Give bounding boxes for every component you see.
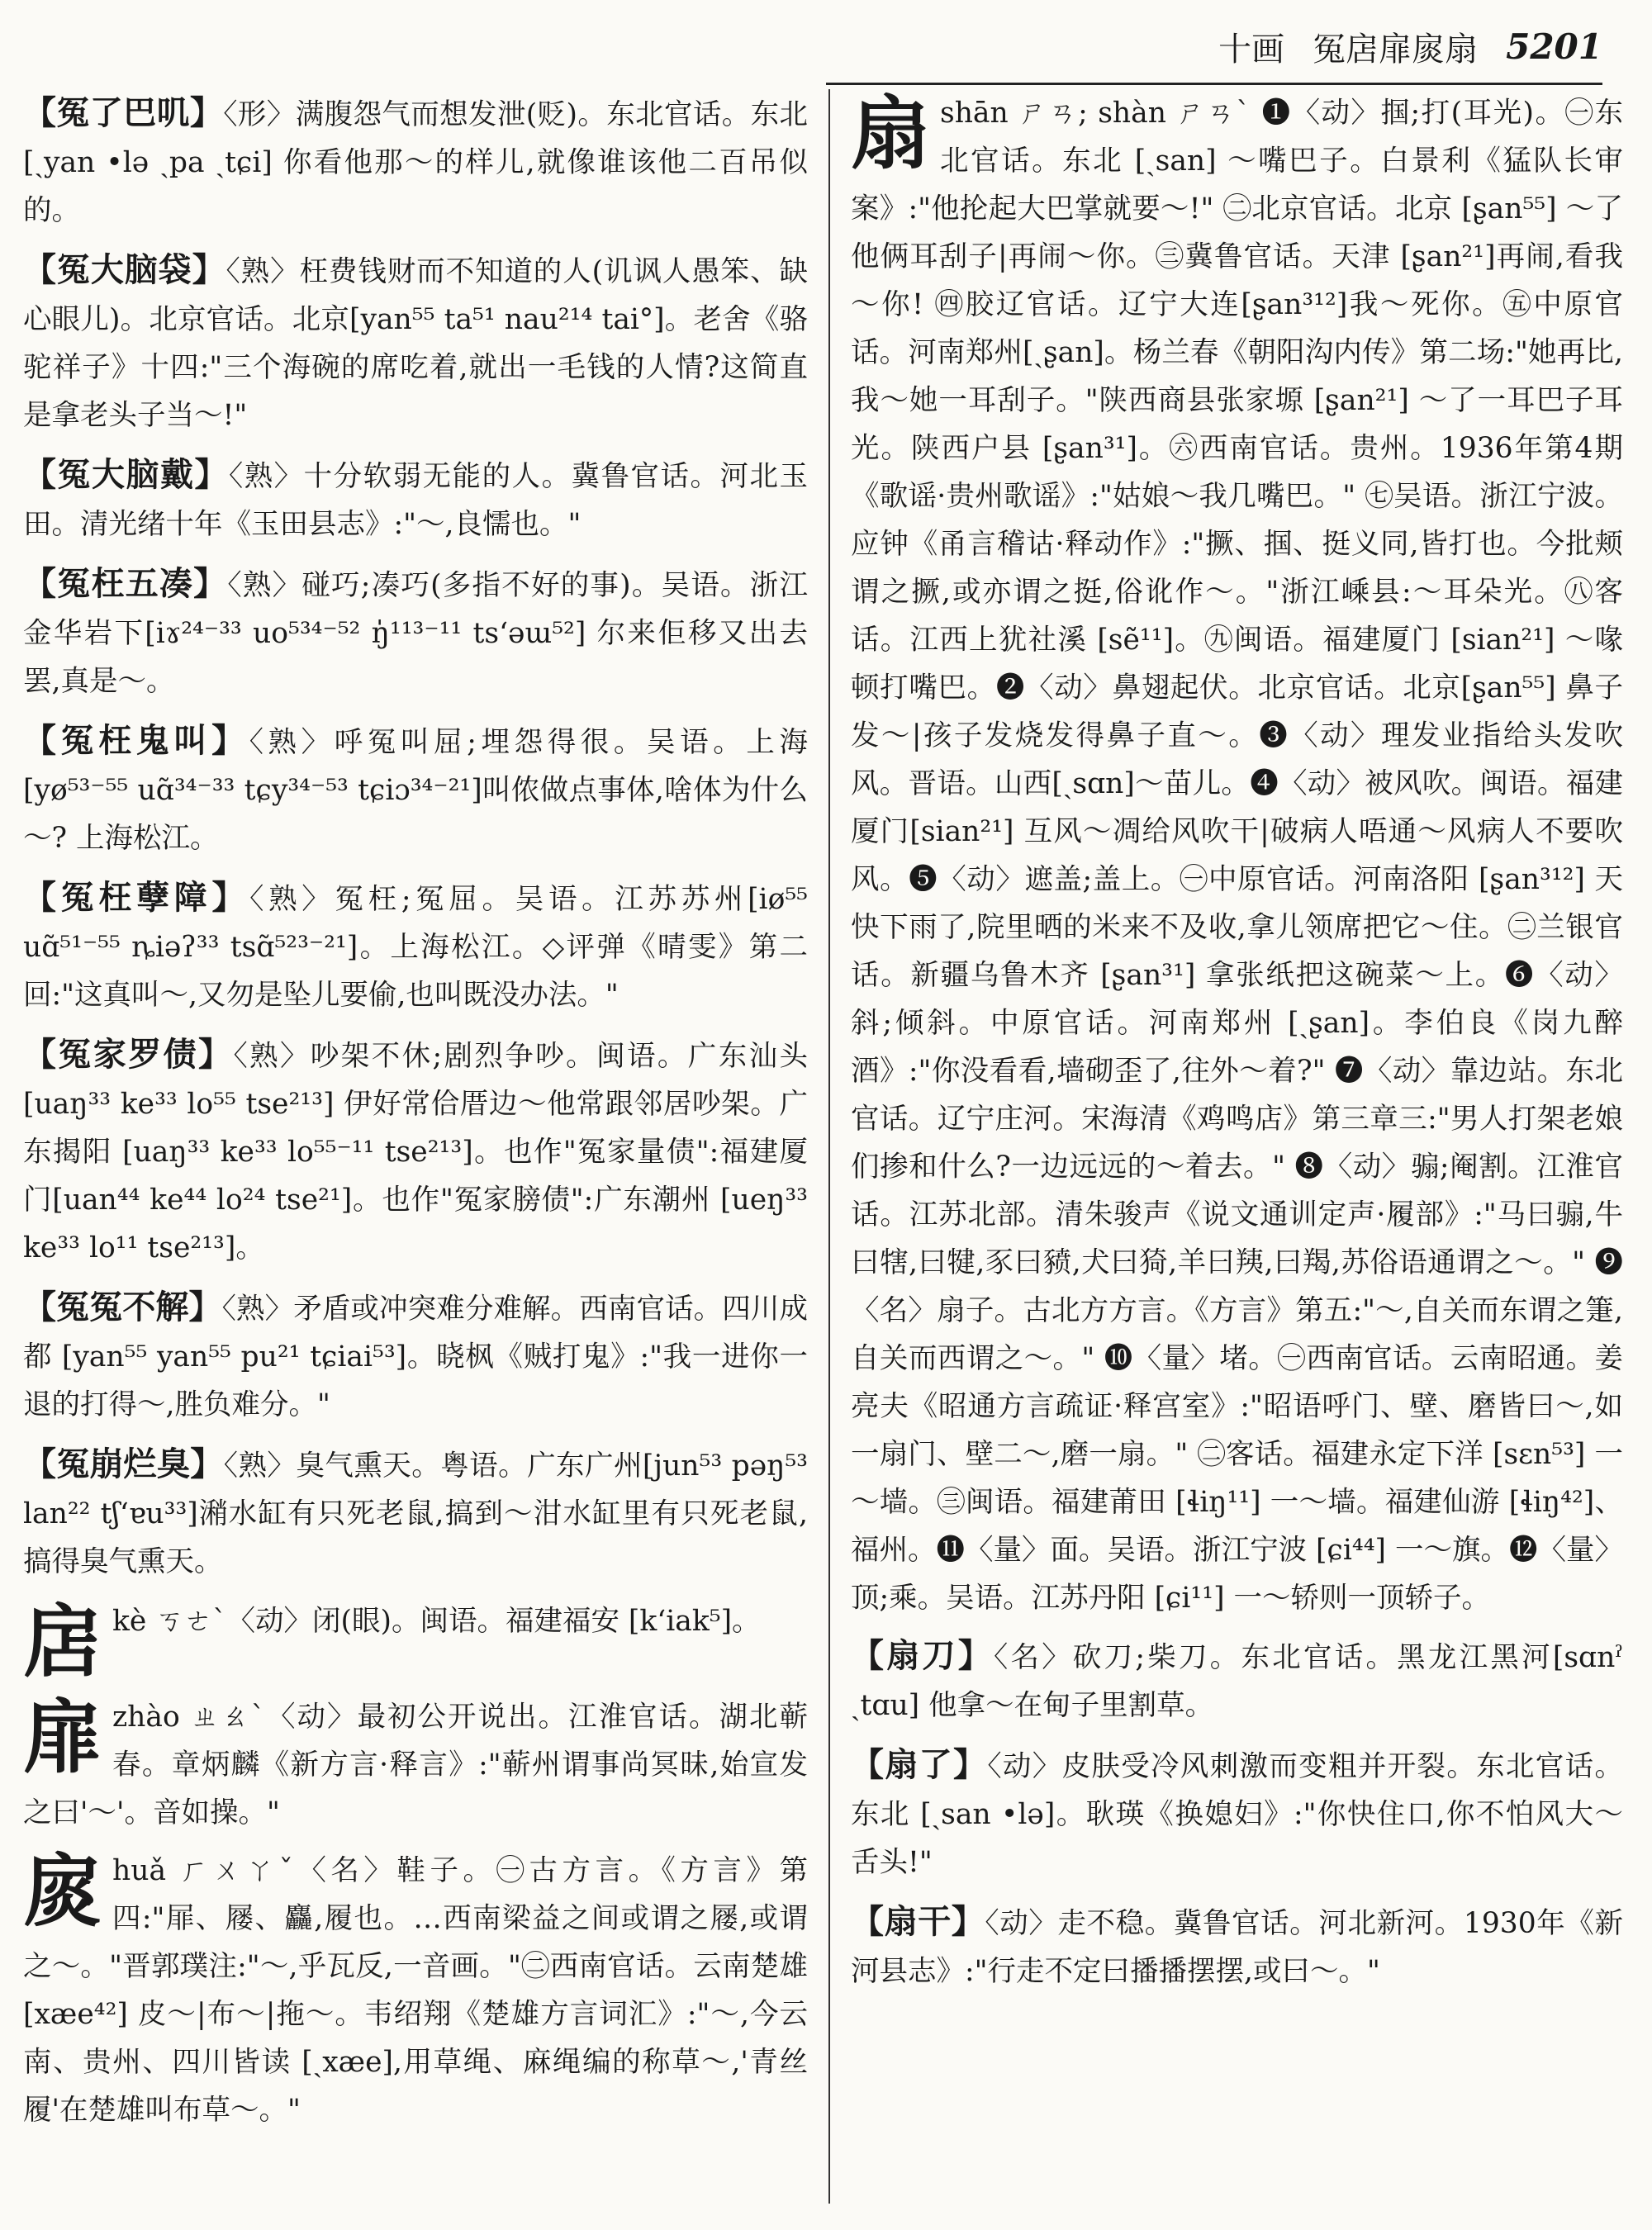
- entry-headword: 【冤崩烂臭】: [23, 1445, 224, 1483]
- head-character: 扇: [851, 89, 930, 180]
- entry-3: [23, 451, 808, 548]
- char-entry-body: huǎ ㄏㄨㄚˇ〈名〉鞋子。㊀古方言。《方言》第四:"屝、屦、麤,履也。…西南梁益之间或谓之屦,或谓之～。"晋郭璞注:"～,乎瓦反,一音画。"㊁西南官话。云南楚雄 [xæe⁴²] 皮～|布～|拖～。韦绍翔《楚雄方言词汇》:"～,今云南、贵州、四川皆读 [ˏxæe],用草绳、麻绳编的称草～,'青丝履'在楚雄叫布草～。": [23, 1854, 808, 2127]
- entry-headword: 【扇了】: [851, 1745, 988, 1784]
- entry-body: 〈熟〉冤枉;冤屈。吴语。江苏苏州[iø⁵⁵ uɑ̃⁵¹⁻⁵⁵ ȵiəʔ³³ tsɑ̃⁵²³⁻²¹]。上海松江。◇评弹《晴雯》第二回:"这真叫～,又勿是坠儿要偷,也叫既没办法。": [23, 883, 808, 1012]
- entry-body: 〈熟〉臭气熏天。粤语。广东广州[jun⁵³ pəŋ⁵³ lan²² tʃʻɐu³³]潲水缸有只死老鼠,搞到～泔水缸里有只死老鼠,搞得臭气熏天。: [23, 1450, 808, 1578]
- entry-body: 〈熟〉吵架不休;剧烈争吵。闽语。广东汕头 [uaŋ³³ ke³³ lo⁵⁵ tse²¹³] 伊好常佮厝边～他常跟邻居吵架。广东揭阳 [uaŋ³³ ke³³ lo⁵⁵⁻¹¹ tse²¹³]。也作"冤家量债":福建厦门[uan⁴⁴ ke⁴⁴ lo²⁴ tse²¹]。也作"冤家膀债":广东潮州 [ueŋ³³ ke³³ lo¹¹ tse²¹³]。: [23, 1040, 808, 1264]
- entry-body: 〈熟〉呼冤叫屈;埋怨得很。吴语。上海 [yø⁵³⁻⁵⁵ uɑ̃³⁴⁻³³ tɕy³⁴⁻⁵³ tɕiɔ³⁴⁻²¹]叫侬做点事体,啥体为什么～? 上海松江。: [23, 726, 808, 855]
- entry-headword: 【冤家罗债】: [23, 1035, 234, 1074]
- entry-10: [851, 1632, 1623, 1729]
- entry-1: [23, 89, 808, 235]
- entry-body: 〈熟〉十分软弱无能的人。冀鲁官话。河北玉田。清光绪十年《玉田县志》:"～,良懦也。": [23, 460, 808, 541]
- char-entry-body: shān ㄕㄢ; shàn ㄕㄢˋ ❶〈动〉掴;打(耳光)。㊀东北官话。东北 [ˏsan] ～嘴巴子。白景利《猛队长审案》:"他抡起大巴掌就要～!" ㊁北京官话。北京 [ʂan⁵⁵] ～了他俩耳刮子|再闹～你。㊂冀鲁官话。天津 [ʂan²¹]再闹,看我～你! ㊃胶辽官话。辽宁大连[ʂan³¹²]我～死你。㊄中原官话。河南郑州[ˏʂan]。杨兰春《朝阳沟内传》第二场:"她再比,我～她一耳刮子。"陕西商县张家塬 [ʂan²¹] ～了一耳巴子耳光。陕西户县 [ʂan³¹]。㊅西南官话。贵州。1936年第4期《歌谣·贵州歌谣》:"姑娘～我几嘴巴。" ㊆吴语。浙江宁波。应钟《甬言稽诂·释动作》:"撅、掴、挺义同,皆打也。今批颊谓之撅,或亦谓之挺,俗讹作～。"浙江嵊县:～耳朵光。㊇客话。江西上犹社溪 [sẽ¹¹]。㊈闽语。福建厦门 [sian²¹] ～喙顿打嘴巴。❷〈动〉鼻翅起伏。北京官话。北京[ʂan⁵⁵] 鼻子发～|孩子发烧发得鼻子直～。❸〈动〉理发业指给头发吹风。晋语。山西[ˏsɑn]～苗儿。❹〈动〉被风吹。闽语。福建厦门[sian²¹] 互风～凋给风吹干|破病人唔通～风病人不要吹风。❺〈动〉遮盖;盖上。㊀中原官话。河南洛阳 [ʂan³¹²] 天快下雨了,院里晒的米来不及收,拿儿领席把它～住。㊁兰银官话。新疆乌鲁木齐 [ʂan³¹] 拿张纸把这碗菜～上。❻〈动〉斜;倾斜。中原官话。河南郑州 [ˏʂan]。李伯良《岗九醉酒》:"你没看看,墙砌歪了,往外～着?" ❼〈动〉靠边站。东北官话。辽宁庄河。宋海清《鸡鸣店》第三章三:"男人打架老娘们掺和什么?一边远远的～着去。" ❽〈动〉骟;阉割。江淮官话。江苏北部。清朱骏声《说文通训定声·履部》:"马曰骟,牛曰犗,曰犍,豕曰豮,犬曰猗,羊曰羠,曰羯,苏俗语通谓之～。" ❾〈名〉扇子。古北方方言。《方言》第五:"～,自关而东谓之箑,自关而西谓之～。" ❿〈量〉堵。㊀西南官话。云南昭通。姜亮夫《昭通方言疏证·释宫室》:"昭语呼门、壁、磨皆曰～,如一扇门、壁二～,磨一扇。" ㊁客话。福建永定下洋 [sɛn⁵³] 一～墙。㊂闽语。福建莆田 [ɬiŋ¹¹] 一～墙。福建仙游 [ɬiŋ⁴²]、福州。⓫〈量〉面。吴语。浙江宁波 [ɕi⁴⁴] 一～旗。⓬〈量〉顶;乘。吴语。江苏丹阳 [ɕi¹¹] 一～轿则一顶轿子。: [851, 97, 1623, 1615]
- running-header: [1140, 21, 1602, 71]
- entry-4: [23, 560, 808, 705]
- char-entry-2: [23, 1693, 808, 1837]
- entry-headword: 【冤枉鬼叫】: [23, 721, 249, 760]
- column-divider: [828, 89, 830, 2204]
- entry-headword: 【冤大脑袋】: [23, 250, 226, 289]
- entry-body: 〈形〉满腹怨气而想发泄(贬)。东北官话。东北 [ˏyan •lə ˏpa ˏtɕi] 你看他那～的样儿,就像谁该他二百吊似的。: [23, 98, 808, 227]
- char-entry-body: kè ㄎㄜˋ〈动〉闭(眼)。闽语。福建福安 [kʻiak⁵]。: [112, 1605, 761, 1638]
- entry-12: [851, 1898, 1623, 1995]
- head-character: 扊: [23, 1844, 102, 1938]
- header-characters: 冤扂扉扊扇: [1313, 30, 1479, 69]
- entry-9: [23, 1440, 808, 1586]
- head-character: 扂: [23, 1595, 102, 1688]
- entry-body: 〈名〉砍刀;柴刀。东北官话。黑龙江黑河[sɑnˀ ˏtɑu] 他拿～在甸子里割草。: [851, 1641, 1623, 1722]
- entry-6: [23, 874, 808, 1019]
- head-character: 扉: [23, 1691, 102, 1784]
- entry-11: [851, 1741, 1623, 1886]
- entry-headword: 【扇干】: [851, 1902, 985, 1941]
- entry-8: [23, 1283, 808, 1429]
- entry-2: [23, 246, 808, 439]
- entry-body: 〈动〉走不稳。冀鲁官话。河北新河。1930年《新河县志》:"行走不定曰播播摆摆,或曰～。": [851, 1907, 1623, 1988]
- entry-body: 〈熟〉碰巧;凑巧(多指不好的事)。吴语。浙江金华岩下[iɤ²⁴⁻³³ uo⁵³⁴⁻⁵² ŋ̍¹¹³⁻¹¹ tsʻəɯ⁵²] 尔来佢移又出去罢,真是～。: [23, 569, 808, 698]
- entry-5: [23, 717, 808, 862]
- entry-headword: 【扇刀】: [851, 1636, 994, 1675]
- header-rule: [826, 83, 1602, 85]
- entry-headword: 【冤了巴叽】: [23, 93, 224, 132]
- entry-headword: 【冤枉孽障】: [23, 878, 250, 917]
- char-entry-3: [23, 1844, 808, 2134]
- entry-body: 〈熟〉枉费钱财而不知道的人(讥讽人愚笨、缺心眼儿)。北京官话。北京[yan⁵⁵ ta⁵¹ nau²¹⁴ tai°]。老舍《骆驼祥子》十四:"三个海碗的席吃着,就出一毛钱的人情?这简直是拿老头子当～!": [23, 255, 808, 432]
- entry-headword: 【冤大脑戴】: [23, 455, 229, 494]
- char-entry-shan: [851, 89, 1623, 1622]
- char-entry-1: [23, 1595, 808, 1688]
- right-column: [851, 89, 1623, 2212]
- page-number: 5201: [1506, 26, 1602, 67]
- left-column: [23, 89, 808, 2212]
- char-entry-body: zhào ㄓㄠˋ〈动〉最初公开说出。江淮官话。湖北蕲春。章炳麟《新方言·释言》:"蕲州谓事尚冥昧,始宣发之曰'～'。音如操。": [23, 1701, 808, 1829]
- entry-headword: 【冤枉五凑】: [23, 564, 228, 603]
- section-label: 十画: [1218, 30, 1285, 69]
- entry-headword: 【冤冤不解】: [23, 1288, 222, 1326]
- entry-body: 〈熟〉矛盾或冲突难分难解。西南官话。四川成都 [yan⁵⁵ yan⁵⁵ pu²¹ tɕiai⁵³]。晓枫《贼打鬼》:"我一进你一退的打得～,胜负难分。": [23, 1293, 808, 1421]
- entry-body: 〈动〉皮肤受冷风刺激而变粗并开裂。东北官话。东北 [ˏsan •lə]。耿瑛《换媳妇》:"你快住口,你不怕风大～舌头!": [851, 1750, 1623, 1879]
- entry-7: [23, 1031, 808, 1272]
